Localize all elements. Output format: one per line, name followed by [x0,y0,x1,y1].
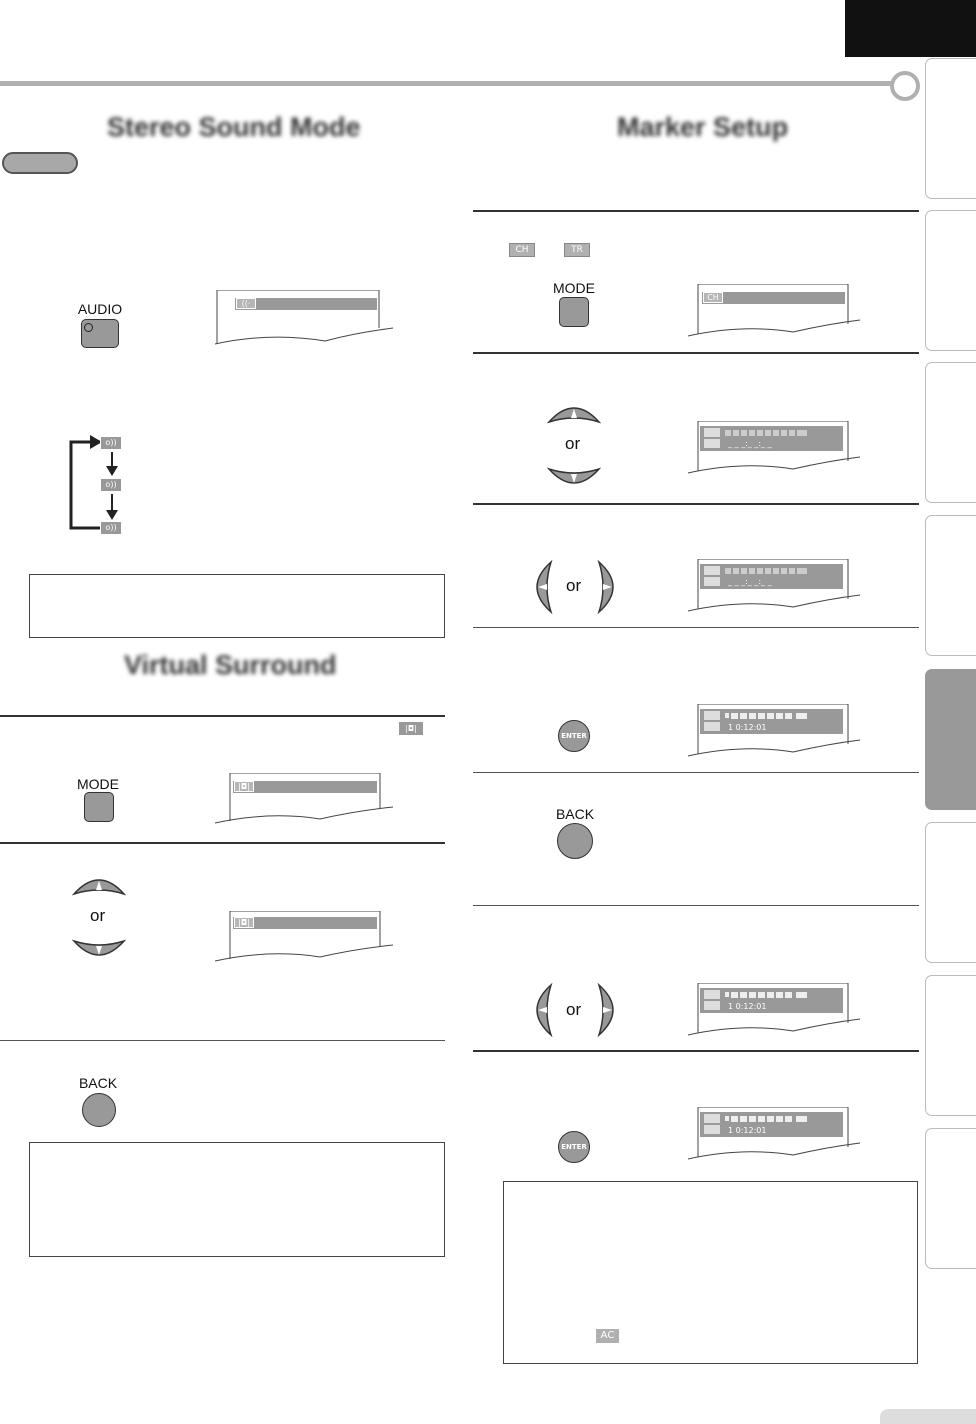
marker-enter-button-2[interactable] [558,1131,590,1163]
marker-osd-time-row-2: 1 0:12:01 [728,1002,767,1011]
sound-mode-icon-1: o)) [100,436,122,450]
audio-button-label: AUDIO [77,301,123,317]
audio-button[interactable] [81,319,119,348]
side-tab-4[interactable] [925,515,976,656]
virtual-back-button-label: BACK [78,1075,118,1091]
header-rule [0,81,895,86]
marker-osd-dash-row-2: _ _ _:_ _:_ _ [728,577,772,586]
disc-type-pill [2,152,78,174]
virtual-or-text: or [90,906,106,925]
side-tab-1[interactable] [925,58,976,199]
virtual-mode-button[interactable] [84,792,114,822]
marker-step5-divider [473,772,919,773]
marker-osd-screen-4 [688,704,862,760]
virtual-step2-divider [0,842,445,844]
marker-step2-divider [473,352,919,354]
ch-icon-inline: CH [509,243,535,257]
marker-mode-button-label: MODE [553,280,595,296]
virtual-up-button[interactable] [72,872,126,898]
marker-osd-screen-3 [688,559,862,615]
marker-updown-or-text: or [565,434,581,453]
marker-step4-divider [473,627,919,628]
marker-osd-time-row-1: 1 0:12:01 [728,723,767,732]
marker-osd-screen-2 [688,421,862,477]
marker-osd-screen-6 [688,1107,862,1163]
marker-left-button[interactable] [529,560,555,614]
side-tab-3[interactable] [925,362,976,503]
marker-mode-button[interactable] [559,297,589,327]
side-tab-8[interactable] [925,1128,976,1269]
marker-osd-screen-5 [688,983,862,1039]
marker-enter-button-1[interactable] [558,720,590,752]
enter-button-label: ENTER [561,732,587,740]
marker-right-button[interactable] [595,560,621,614]
marker-leftright-or-text-1: or [566,576,582,595]
virtual-osd-icon-2: |◘| [234,917,254,928]
ac-icon-inline: AC [596,1329,619,1343]
virtual-section-title: Virtual Surround [124,650,337,680]
marker-osd-ch-icon: CH [703,292,723,303]
side-tab-7[interactable] [925,975,976,1116]
marker-step3-divider [473,503,919,505]
side-tab-6[interactable] [925,822,976,963]
enter-button-label-2: ENTER [561,1143,587,1151]
virtual-back-button[interactable] [82,1093,116,1127]
page-number-tab [880,1409,976,1424]
stereo-sound-icon: ((· [236,298,256,309]
marker-osd-time-row-3: 1 0:12:01 [728,1126,767,1135]
header-rule-end-circle [890,71,920,101]
side-tab-5-active[interactable] [925,669,976,810]
sound-mode-icon-3: o)) [100,521,122,535]
sound-mode-icon-2: o)) [100,478,122,492]
marker-left-button-2[interactable] [529,983,555,1037]
virtual-down-button[interactable] [72,937,126,963]
marker-osd-dash-row-1: _ _ _:_ _:_ _ [728,439,772,448]
marker-back-button[interactable] [557,823,593,859]
tr-icon-inline: TR [564,243,590,257]
marker-step1-divider [473,210,919,212]
side-tab-2[interactable] [925,210,976,351]
marker-down-button[interactable] [547,465,601,491]
marker-step6-divider [473,905,919,906]
virtual-surround-icon: |◘| [398,721,424,736]
marker-leftright-or-text-2: or [566,1000,582,1019]
virtual-mode-button-label: MODE [77,776,119,792]
virtual-note-box [29,1142,445,1257]
audio-button-indicator [84,323,93,332]
marker-step7-divider [473,1050,919,1052]
marker-back-button-label: BACK [555,806,595,822]
marker-right-button-2[interactable] [595,983,621,1037]
virtual-step3-divider [0,1040,445,1041]
virtual-step1-divider [0,715,445,717]
stereo-section-title: Stereo Sound Mode [107,112,361,142]
marker-up-button[interactable] [547,400,601,426]
marker-section-title: Marker Setup [617,112,789,142]
stereo-note-box [29,574,445,638]
marker-note-box [503,1181,918,1364]
header-language-block [845,0,976,57]
virtual-osd-icon-1: |◘| [234,781,254,792]
